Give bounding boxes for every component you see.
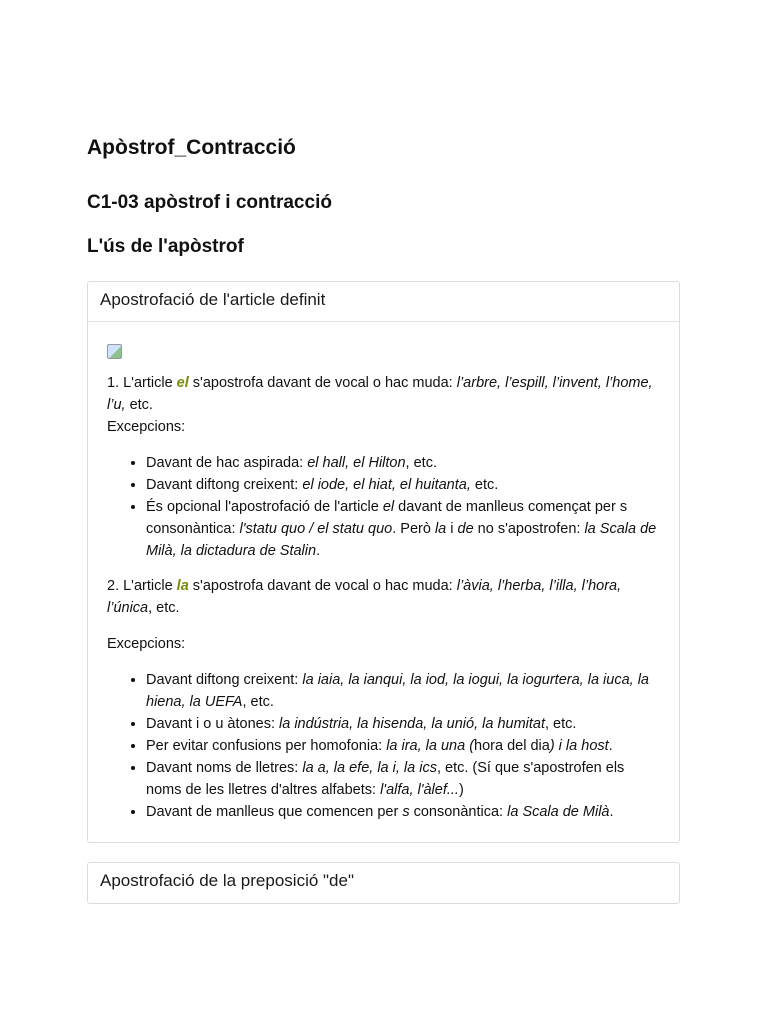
card-header-preposition[interactable]: Apostrofació de la preposició "de" — [100, 871, 354, 890]
list-item: • Davant de hac aspirada: el hall, el Hilton, etc. — [146, 452, 660, 474]
card-body-article — [88, 344, 679, 823]
list-item: • Davant diftong creixent: la iaia, la ianqui, la iod, la iogui, la iogurtera, la iuca, la hiena, la UEFA, etc. — [146, 669, 660, 713]
list-item: • Per evitar confusions per homofonia: la ira, la una (hora del dia) i la host. — [146, 735, 660, 757]
list-item: • És opcional l'apostrofació de l'article el davant de manlleus començat per s consonàntica: l'statu quo / el statu quo. Però la i de no s'apostrofen: la Scala de Milà, la dictadura de Stalin. — [146, 496, 660, 562]
list-item: • Davant i o u àtones: la indústria, la hisenda, la unió, la humitat, etc. — [146, 713, 660, 735]
broken-image-icon — [107, 344, 122, 359]
exceptions-label-1: Excepcions: — [107, 419, 186, 435]
page-subtitle: C1-03 apòstrof i contracció — [87, 192, 332, 213]
exceptions-list-1 — [107, 452, 660, 562]
list-item: • Davant diftong creixent: el iode, el hiat, el huitanta, etc. — [146, 474, 660, 496]
list-item: • Davant de manlleus que comencen per s consonàntica: la Scala de Milà. — [146, 801, 660, 823]
section-title: L'ús de l'apòstrof — [87, 236, 244, 257]
list-item: • Davant noms de lletres: la a, la efe, la i, la ics, etc. (Sí que s'apostrofen els noms de les lletres d'altres alfabets: l'alfa, l'àlef...) — [146, 757, 660, 801]
rule-2-paragraph: 2. L'article la s'apostrofa davant de vocal o hac muda: l’àvia, l’herba, l’illa, l’hora, l’única, etc. — [107, 578, 622, 616]
article-apostrophe-card — [87, 281, 680, 843]
article-la-highlight: la — [176, 578, 189, 594]
exceptions-label-2: Excepcions: — [107, 636, 186, 652]
page-title: Apòstrof_Contracció — [87, 136, 296, 159]
rule-1-paragraph: 1. L'article el s'apostrofa davant de vocal o hac muda: l’arbre, l’espill, l’invent, l’home, l’u, etc. — [107, 375, 653, 413]
article-el-highlight: el — [176, 375, 189, 391]
card-header-article[interactable]: Apostrofació de l'article definit — [88, 282, 679, 322]
exceptions-list-2 — [107, 669, 660, 823]
preposition-de-card — [87, 862, 680, 904]
